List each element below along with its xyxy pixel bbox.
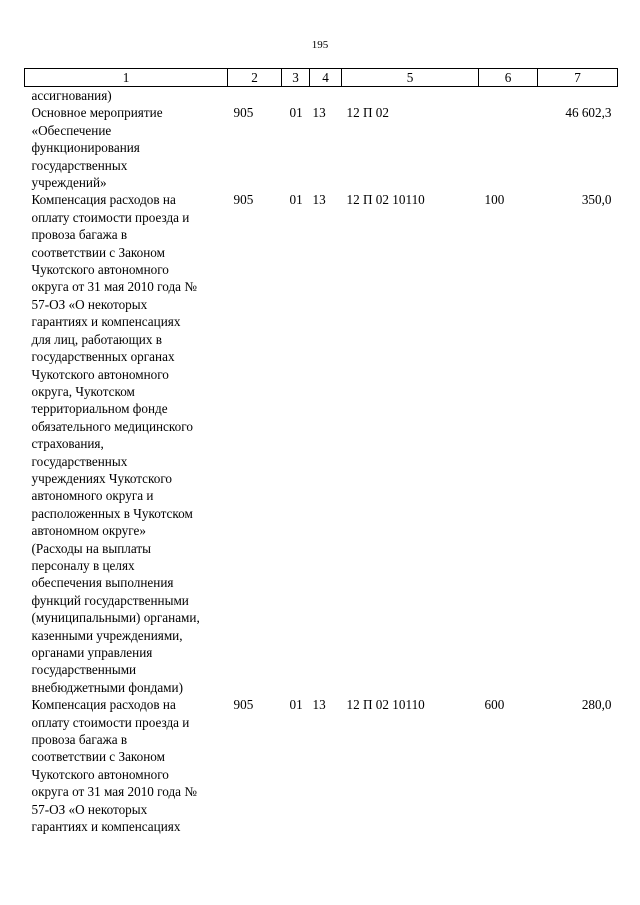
expense-type-cell: 100 <box>484 192 505 208</box>
subsection-cell: 13 <box>312 697 326 713</box>
admin-code-cell: 905 <box>233 192 254 208</box>
column-header-subsection: 4 <box>310 69 342 87</box>
item-name-cell <box>25 87 228 105</box>
item-name-line: округа от 31 мая 2010 года № <box>31 784 197 800</box>
item-name-line: оплату стоимости проезда и <box>31 209 190 225</box>
item-name-line: соответствии с Законом <box>31 749 165 765</box>
item-name-line: персоналу в целях <box>31 557 135 573</box>
item-name-line: внебюджетными фондами) <box>31 679 183 695</box>
expense-type-cell <box>479 87 538 105</box>
table-row <box>25 87 618 105</box>
item-name-line: 57-ОЗ «О некоторых <box>31 296 148 312</box>
budget-table <box>24 68 618 835</box>
table-row <box>25 104 618 191</box>
target-article-cell <box>342 87 479 105</box>
item-name-line: страхования, <box>31 436 104 452</box>
item-name-line: ассигнования) <box>31 88 112 103</box>
item-name-line: провоза багажа в <box>31 732 128 748</box>
subsection-cell <box>310 87 342 105</box>
item-name-line: провоза багажа в <box>31 227 128 243</box>
item-name-line: казенными учреждениями, <box>31 627 183 643</box>
item-name-line: расположенных в Чукотском <box>31 505 193 521</box>
target-article-cell: 12 П 02 10110 <box>346 192 425 208</box>
section-cell: 01 <box>289 105 303 121</box>
item-name-line: Компенсация расходов на <box>31 192 176 208</box>
item-name-line: учреждениях Чукотского <box>31 470 173 486</box>
amount-cell: 46 602,3 <box>565 105 612 121</box>
section-cell <box>282 87 310 105</box>
item-name-line: государственными <box>31 662 137 678</box>
section-cell: 01 <box>289 697 303 713</box>
item-name-cell <box>25 104 228 191</box>
expense-type-cell <box>479 104 538 191</box>
item-name-line: для лиц, работающих в <box>31 331 162 347</box>
item-name-line: округа от 31 мая 2010 года № <box>31 279 197 295</box>
target-article-cell: 12 П 02 10110 <box>346 697 425 713</box>
admin-code-cell: 905 <box>233 105 254 121</box>
column-header-target: 5 <box>342 69 479 87</box>
table-header-row <box>25 69 618 87</box>
item-name-line: государственных <box>31 453 128 469</box>
item-name-line: учреждений» <box>31 175 107 191</box>
column-header-expense-type: 6 <box>479 69 538 87</box>
amount-cell: 350,0 <box>581 192 612 208</box>
column-header-admin: 2 <box>228 69 282 87</box>
item-name-line: государственных органах <box>31 349 175 365</box>
item-name-cell <box>25 696 228 835</box>
item-name-line: Чукотского автономного <box>31 366 169 382</box>
item-name-line: Основное мероприятие <box>31 105 163 121</box>
amount-cell: 280,0 <box>581 697 612 713</box>
item-name-line: Компенсация расходов на <box>31 697 176 713</box>
item-name-line: (Расходы на выплаты <box>31 540 151 556</box>
item-name-line: обеспечения выполнения <box>31 575 174 591</box>
item-name-line: государственных <box>31 157 128 173</box>
section-cell: 01 <box>289 192 303 208</box>
item-name-line: Чукотского автономного <box>31 766 169 782</box>
item-name-line: 57-ОЗ «О некоторых <box>31 801 148 817</box>
item-name-line: функций государственными <box>31 592 189 608</box>
page-number: 195 <box>311 39 329 51</box>
expense-type-cell: 600 <box>484 697 505 713</box>
subsection-cell: 13 <box>312 105 326 121</box>
target-article-cell: 12 П 02 <box>346 105 389 121</box>
item-name-line: органами управления <box>31 645 153 660</box>
column-header-name: 1 <box>25 69 228 87</box>
item-name-line: округа, Чукотском <box>31 383 135 399</box>
table-row <box>25 191 618 696</box>
item-name-line: обязательного медицинского <box>31 418 193 434</box>
column-header-amount: 7 <box>538 69 618 87</box>
item-name-line: «Обеспечение <box>31 122 112 138</box>
admin-code-cell: 905 <box>233 697 254 713</box>
item-name-line: автономного округа и <box>31 488 154 504</box>
column-header-section: 3 <box>282 69 310 87</box>
item-name-line: гарантиях и компенсациях <box>31 819 181 835</box>
item-name-cell <box>25 191 228 696</box>
amount-cell <box>538 87 618 105</box>
item-name-line: оплату стоимости проезда и <box>31 714 190 730</box>
item-name-line: автономном округе» <box>31 523 146 539</box>
item-name-line: соответствии с Законом <box>31 244 165 260</box>
subsection-cell: 13 <box>312 192 326 208</box>
admin-code-cell <box>228 87 282 105</box>
item-name-line: Чукотского автономного <box>31 262 169 278</box>
table-body <box>25 87 618 836</box>
item-name-line: территориальном фонде <box>31 401 168 417</box>
item-name-line: (муниципальными) органами, <box>31 610 200 626</box>
item-name-line: гарантиях и компенсациях <box>31 314 181 330</box>
item-name-line: функционирования <box>31 140 140 156</box>
table-row <box>25 696 618 835</box>
